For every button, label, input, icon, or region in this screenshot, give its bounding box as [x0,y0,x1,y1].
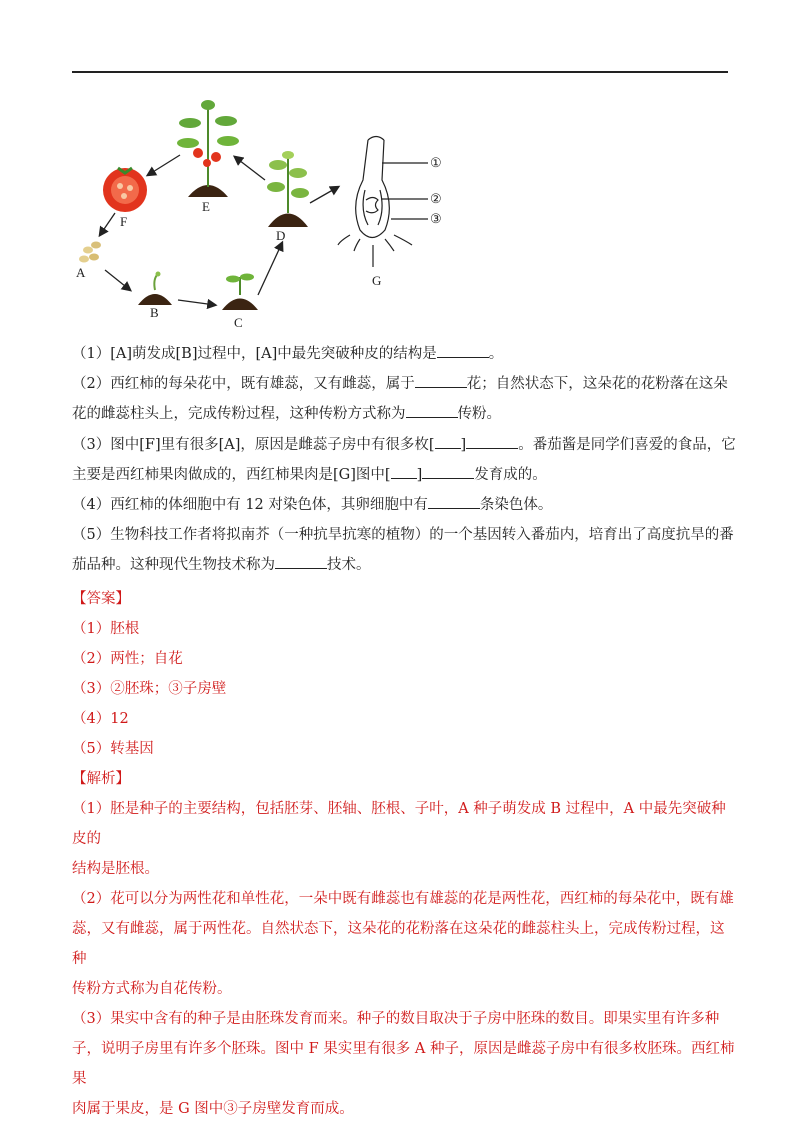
analysis-line: （3）果实中含有的种子是由胚珠发育而来。种子的数目取决于子房中胚珠的数目。即果实里有许多种 [72,1011,720,1027]
young-plant-icon [222,274,258,311]
analysis-line: 子，说明子房里有许多个胚珠。图中 F 果实里有很多 A 种子，原因是雌蕊子房中有很多枚胚珠。西红柿果 [72,1041,735,1087]
svg-text:D: D [276,228,286,243]
analysis-line: 蕊，又有雌蕊，属于两性花。自然状态下，这朵花的花粉落在这朵花的雌蕊柱头上，完成传粉过程，这种 [72,921,725,967]
question-4: （4）西红柿的体细胞中有 12 对染色体，其卵细胞中有 条染色体。 [72,490,736,520]
pistil-callouts [430,155,442,226]
tomato-fruit-icon [103,168,147,212]
stage-labels [76,199,381,330]
analysis-line: （1）胚是种子的主要结构，包括胚芽、胚轴、胚根、子叶，A 种子萌发成 B 过程中，A 中最先突破种皮的 [72,801,726,847]
answer-item: （3）②胚珠；③子房壁 [72,681,227,697]
answer-blank[interactable] [415,373,467,388]
question-1: （1）[A]萌发成[B]过程中，[A]中最先突破种皮的结构是 。 [72,339,736,369]
answer-item: （1）胚根 [72,621,140,637]
svg-text:G: G [372,273,382,288]
question-5: （5）生物科技工作者将拟南芥（一种抗旱抗寒的植物）的一个基因转入番茄内，培育出了高度抗旱的番 茄品种。这种现代生物技术称为 技术。 [72,527,734,573]
analysis-line: 结构是胚根。 [72,861,159,877]
svg-text:B: B [150,305,159,320]
answer-blank[interactable] [437,343,489,358]
svg-text:E: E [202,199,210,214]
answer-item: （2）两性；自花 [72,651,183,667]
header-rule [72,71,728,73]
seeds-icon [79,242,101,263]
svg-text:②: ② [430,191,442,206]
growing-plant-icon [267,151,309,227]
answer-item: （5）转基因 [72,741,154,757]
question-2: （2）西红柿的每朵花中，既有雄蕊，又有雌蕊，属于 花；自然状态下，这朵花的花粉落在这朵 花的雌蕊柱头上，完成传粉过程，这种传粉方式称为 传粉。 [72,369,736,429]
question-3: （3）图中[F]里有很多[A]，原因是雌蕊子房中有很多枚[ ] 。番茄酱是同学们喜爱的食品，它 主要是西红柿果肉做成的，西红柿果肉是[G]图中[ ] 发育成的。 [72,430,736,490]
analysis-line: 传粉方式称为自花传粉。 [72,981,232,997]
svg-text:A: A [76,265,86,280]
svg-text:①: ① [430,155,442,170]
svg-text:③: ③ [430,211,442,226]
tomato-life-cycle-figure [60,95,500,335]
analysis-section [72,764,736,1124]
answer-blank[interactable] [406,403,458,418]
svg-text:C: C [234,315,243,330]
answer-item: （4）12 [72,711,129,727]
answer-blank-number[interactable] [435,434,461,449]
analysis-header: 【解析】 [72,771,130,787]
answer-blank[interactable] [428,494,480,509]
fruiting-plant-icon [177,100,239,197]
answer-blank[interactable] [466,434,518,449]
analysis-line: （2）花可以分为两性花和单性花，一朵中既有雌蕊也有雄蕊的花是两性花，西红柿的每朵花中，既有雄 [72,891,734,907]
answer-header: 【答案】 [72,591,130,607]
answer-blank[interactable] [422,464,474,479]
answer-blank-number[interactable] [391,464,417,479]
svg-text:F: F [120,214,128,229]
answer-blank[interactable] [275,554,327,569]
pistil-diagram [338,137,428,268]
analysis-line: 肉属于果皮，是 G 图中③子房壁发育而成。 [72,1101,354,1117]
answer-section [72,584,736,764]
sprout-seedling-icon [138,272,172,306]
